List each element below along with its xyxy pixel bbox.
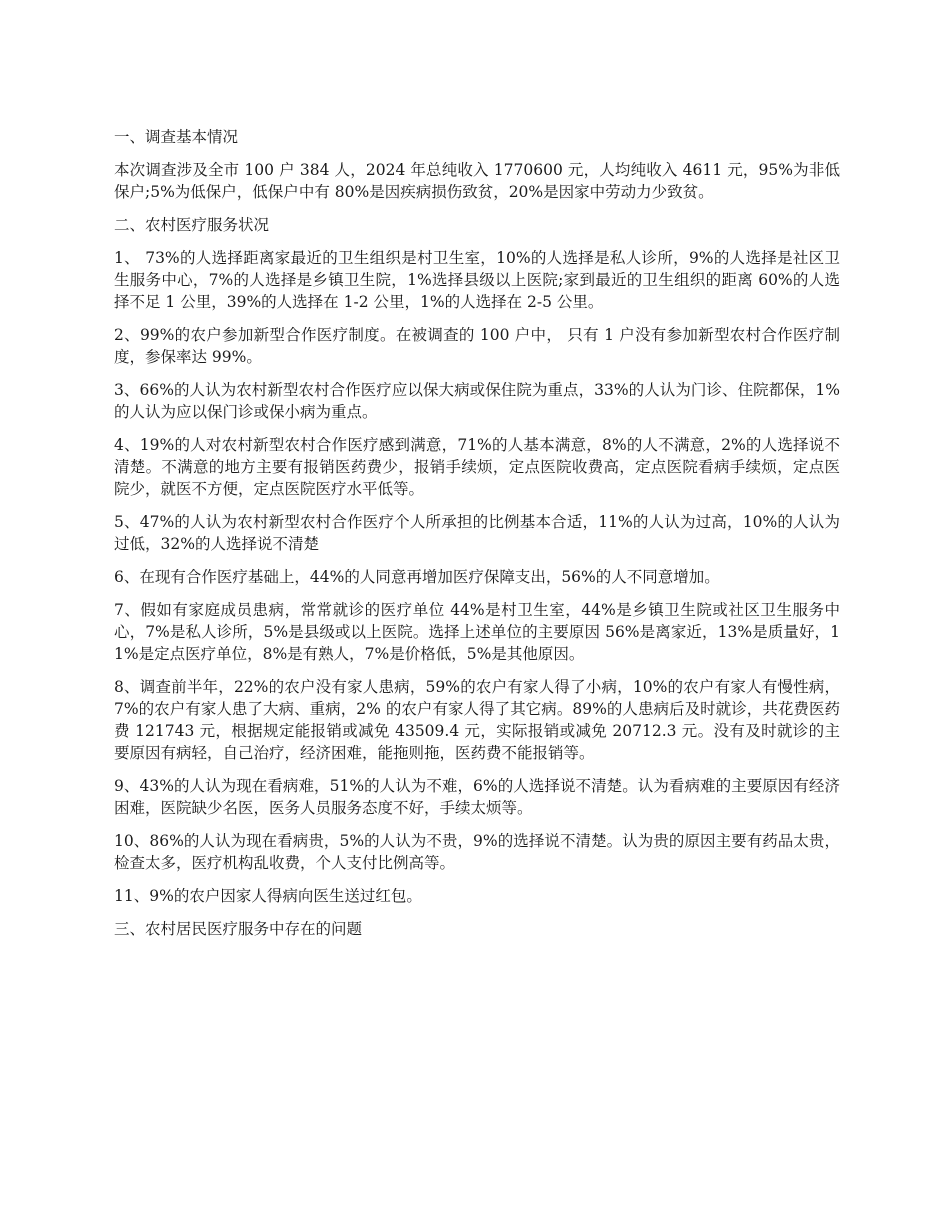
section-heading-existing-problems: 三、农村居民医疗服务中存在的问题 <box>114 920 363 938</box>
paragraph-item-11: 11、9%的农户因家人得病向医生送过红包。 <box>114 887 422 905</box>
paragraph-item-8: 8、调查前半年，22%的农户没有家人患病，59%的农户有家人得了小病，10%的农户有家人有慢性病，7%的农户有家人患了大病、重病，2% 的农户有家人得了其它病。89%的人患病后及时就诊，共花费医药费 121743 元，根据规定能报销或减免 43509.4 元，实际报销或减免 20712.3 元。没有及时就诊的主要原因有病轻，自己治疗，经济困难，能拖则拖，医药费不能报销等。 <box>114 678 840 762</box>
paragraph-item-1: 1、 73%的人选择距离家最近的卫生组织是村卫生室，10%的人选择是私人诊所，9%的人选择是社区卫生服务中心，7%的人选择是乡镇卫生院，1%选择县级以上医院;家到最近的卫生组织的距离 60%的人选择不足 1 公里，39%的人选择在 1-2 公里，1%的人选择在 2-5 公里。 <box>114 249 840 311</box>
paragraph-item-9: 9、43%的人认为现在看病难，51%的人认为不难，6%的人选择说不清楚。认为看病难的主要原因有经济困难，医院缺少名医，医务人员服务态度不好，手续太烦等。 <box>114 777 840 817</box>
paragraph-item-3: 3、66%的人认为农村新型农村合作医疗应以保大病或保住院为重点，33%的人认为门诊、住院都保，1%的人认为应以保门诊或保小病为重点。 <box>114 381 840 421</box>
paragraph-item-5: 5、47%的人认为农村新型农村合作医疗个人所承担的比例基本合适，11%的人认为过高，10%的人认为过低，32%的人选择说不清楚 <box>114 513 840 553</box>
paragraph-item-2: 2、99%的农户参加新型合作医疗制度。在被调查的 100 户中， 只有 1 户没有参加新型农村合作医疗制度，参保率达 99%。 <box>114 326 840 366</box>
section-heading-survey-basics: 一、调查基本情况 <box>114 128 239 146</box>
paragraph-item-7: 7、假如有家庭成员患病，常常就诊的医疗单位 44%是村卫生室，44%是乡镇卫生院或社区卫生服务中心，7%是私人诊所，5%是县级或以上医院。选择上述单位的主要原因 56%是离家近，13%是质量好，11%是定点医疗单位，8%是有熟人，7%是价格低，5%是其他原因。 <box>114 601 840 663</box>
paragraph-item-6: 6、在现有合作医疗基础上，44%的人同意再增加医疗保障支出，56%的人不同意增加。 <box>114 568 720 586</box>
paragraph-survey-basics: 本次调查涉及全市 100 户 384 人，2024 年总纯收入 1770600 元，人均纯收入 4611 元，95%为非低保户;5%为低保户，低保户中有 80%是因疾病损伤致贫，20%是因家中劳动力少致贫。 <box>114 161 840 201</box>
section-heading-medical-service-status: 二、农村医疗服务状况 <box>114 216 270 234</box>
document-page <box>114 126 840 951</box>
paragraph-item-10: 10、86%的人认为现在看病贵，5%的人认为不贵，9%的选择说不清楚。认为贵的原因主要有药品太贵，检查太多，医疗机构乱收费，个人支付比例高等。 <box>114 832 840 872</box>
paragraph-item-4: 4、19%的人对农村新型农村合作医疗感到满意，71%的人基本满意，8%的人不满意，2%的人选择说不清楚。不满意的地方主要有报销医药费少，报销手续烦，定点医院收费高，定点医院看病手续烦，定点医院少，就医不方便，定点医院医疗水平低等。 <box>114 436 840 498</box>
